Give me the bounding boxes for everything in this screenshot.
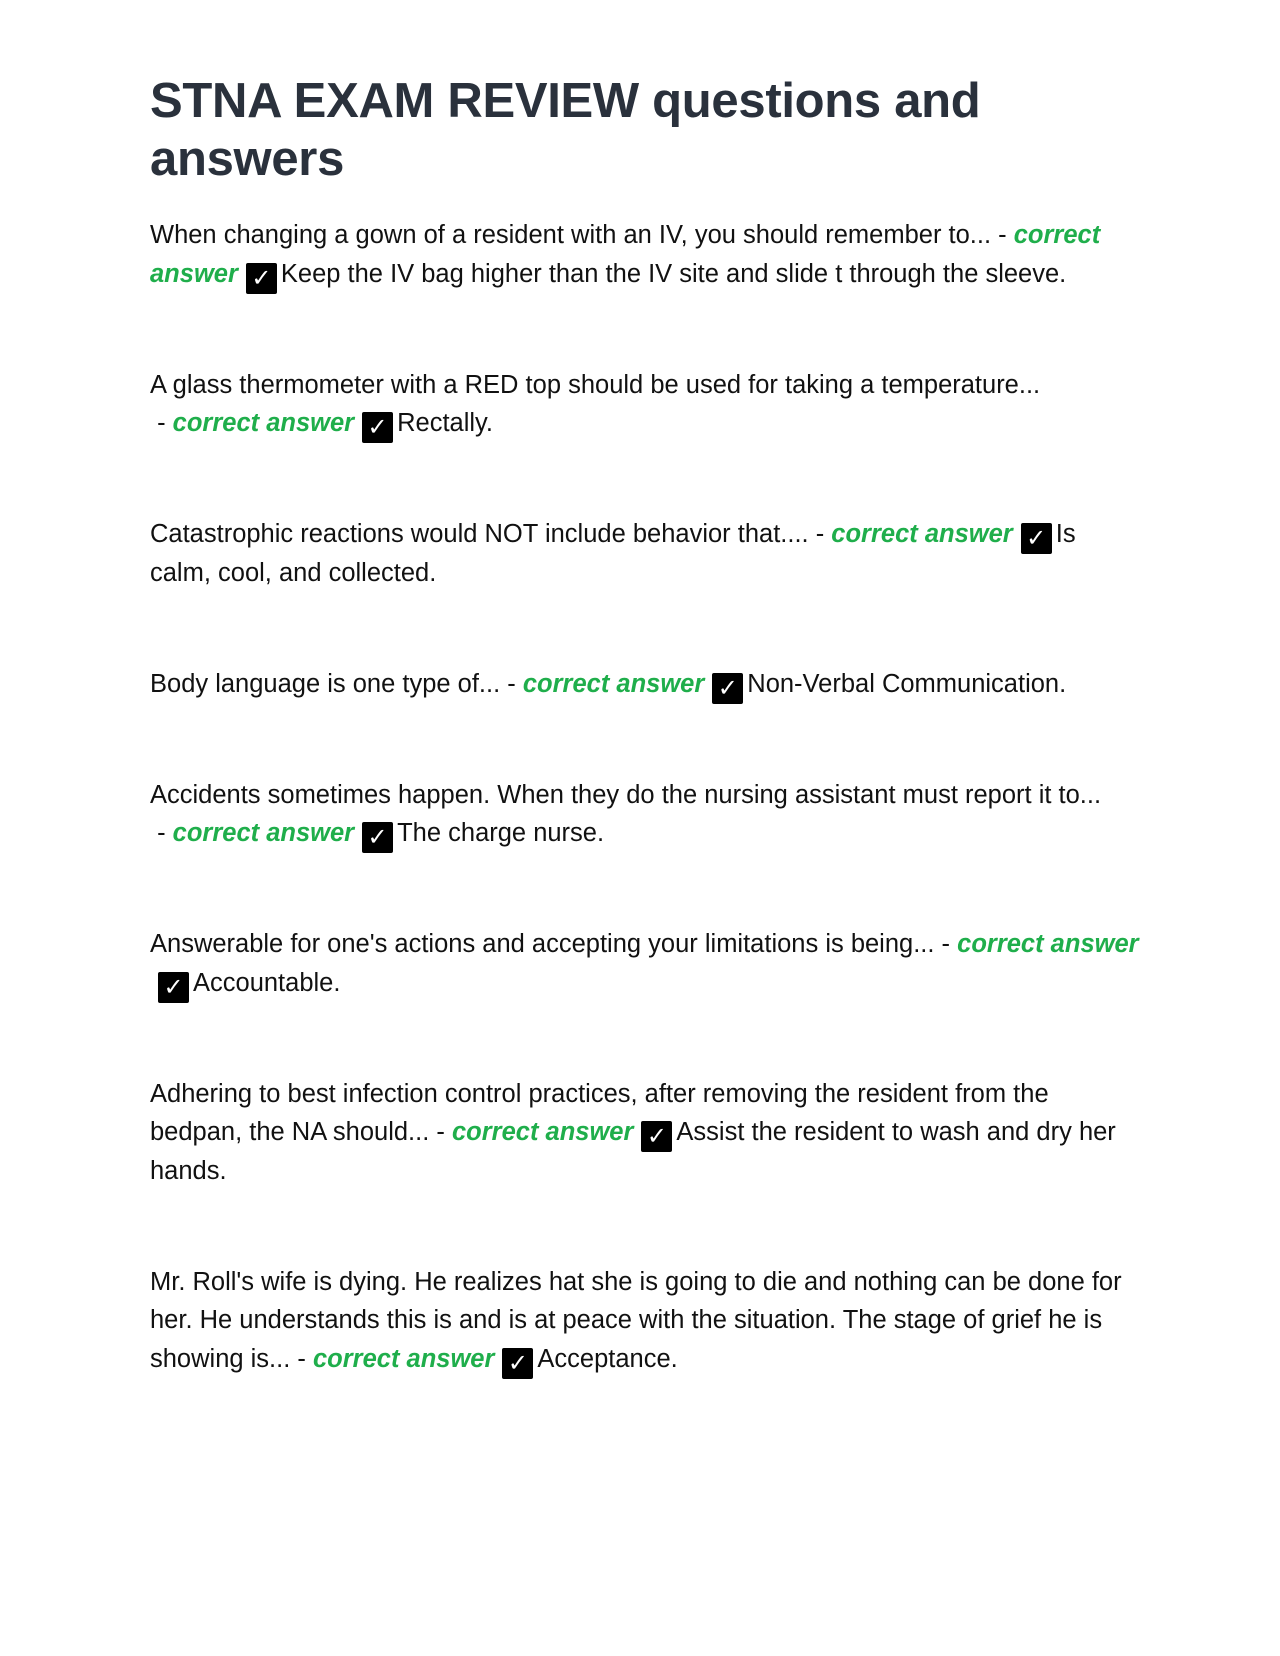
check-icon: ✓ — [712, 673, 743, 704]
document-title: STNA EXAM REVIEW questions and answers — [150, 74, 981, 186]
check-icon: ✓ — [246, 263, 277, 294]
separator: - — [991, 221, 1014, 249]
correct-answer-label: correct answer — [150, 221, 1101, 288]
answer-text: Keep the IV bag higher than the IV site and slide t through the sleeve. — [280, 259, 1067, 288]
answer-text: Non-Verbal Communication. — [747, 669, 1067, 698]
correct-answer-label: correct answer — [172, 819, 355, 847]
qa-item-4 — [150, 665, 1140, 704]
separator: - — [150, 819, 173, 847]
check-icon: ✓ — [158, 972, 189, 1003]
separator: - — [500, 669, 523, 698]
separator: - — [429, 1118, 452, 1146]
document-page — [150, 72, 1140, 1379]
correct-answer-label: correct answer — [522, 669, 705, 698]
check-icon: ✓ — [502, 1348, 533, 1379]
question-text: Adhering to best infection control practices, after removing the resident from the bedpan, the NA should... — [150, 1079, 1049, 1146]
answer-text: Acceptance. — [537, 1344, 678, 1373]
question-text: Body language is one type of... — [150, 669, 501, 698]
answer-text: The charge nurse. — [397, 819, 605, 847]
question-text: Mr. Roll's wife is dying. He realizes hat she is going to die and nothing can be done for her. He understands this is and is at peace with the situation. The stage of grief he is showing is... — [150, 1267, 1122, 1373]
correct-answer-label: correct answer — [312, 1344, 495, 1373]
answer-text: Accountable. — [193, 968, 341, 997]
question-text: When changing a gown of a resident with an IV, you should remember to... — [150, 221, 992, 249]
correct-answer-label: correct answer — [831, 520, 1013, 548]
check-icon: ✓ — [1021, 523, 1052, 554]
check-icon: ✓ — [362, 822, 393, 853]
qa-item-8 — [150, 1263, 1140, 1379]
question-text: Catastrophic reactions would NOT include behavior that.... — [150, 520, 809, 548]
qa-item-5 — [150, 776, 1140, 854]
qa-item-6 — [150, 925, 1140, 1003]
check-icon: ✓ — [362, 412, 393, 443]
question-text: A glass thermometer with a RED top should be used for taking a temperature... — [150, 370, 1041, 399]
separator: - — [290, 1344, 313, 1373]
separator: - — [150, 409, 173, 437]
qa-item-7 — [150, 1075, 1140, 1191]
correct-answer-label: correct answer — [957, 930, 1139, 958]
qa-item-2 — [150, 366, 1140, 444]
separator: - — [808, 520, 832, 548]
question-text: Answerable for one's actions and accepting your limitations is being... — [150, 930, 935, 958]
answer-text: Rectally. — [397, 409, 493, 437]
qa-item-3 — [150, 515, 1140, 593]
correct-answer-label: correct answer — [451, 1118, 634, 1146]
separator: - — [934, 930, 958, 958]
answer-text: Is calm, cool, and collected. — [150, 520, 1076, 587]
qa-item-1 — [150, 216, 1140, 294]
check-icon: ✓ — [641, 1121, 672, 1152]
answer-text: Assist the resident to wash and dry her hands. — [150, 1118, 1116, 1185]
correct-answer-label: correct answer — [172, 409, 355, 437]
question-text: Accidents sometimes happen. When they do the nursing assistant must report it to... — [150, 780, 1102, 809]
